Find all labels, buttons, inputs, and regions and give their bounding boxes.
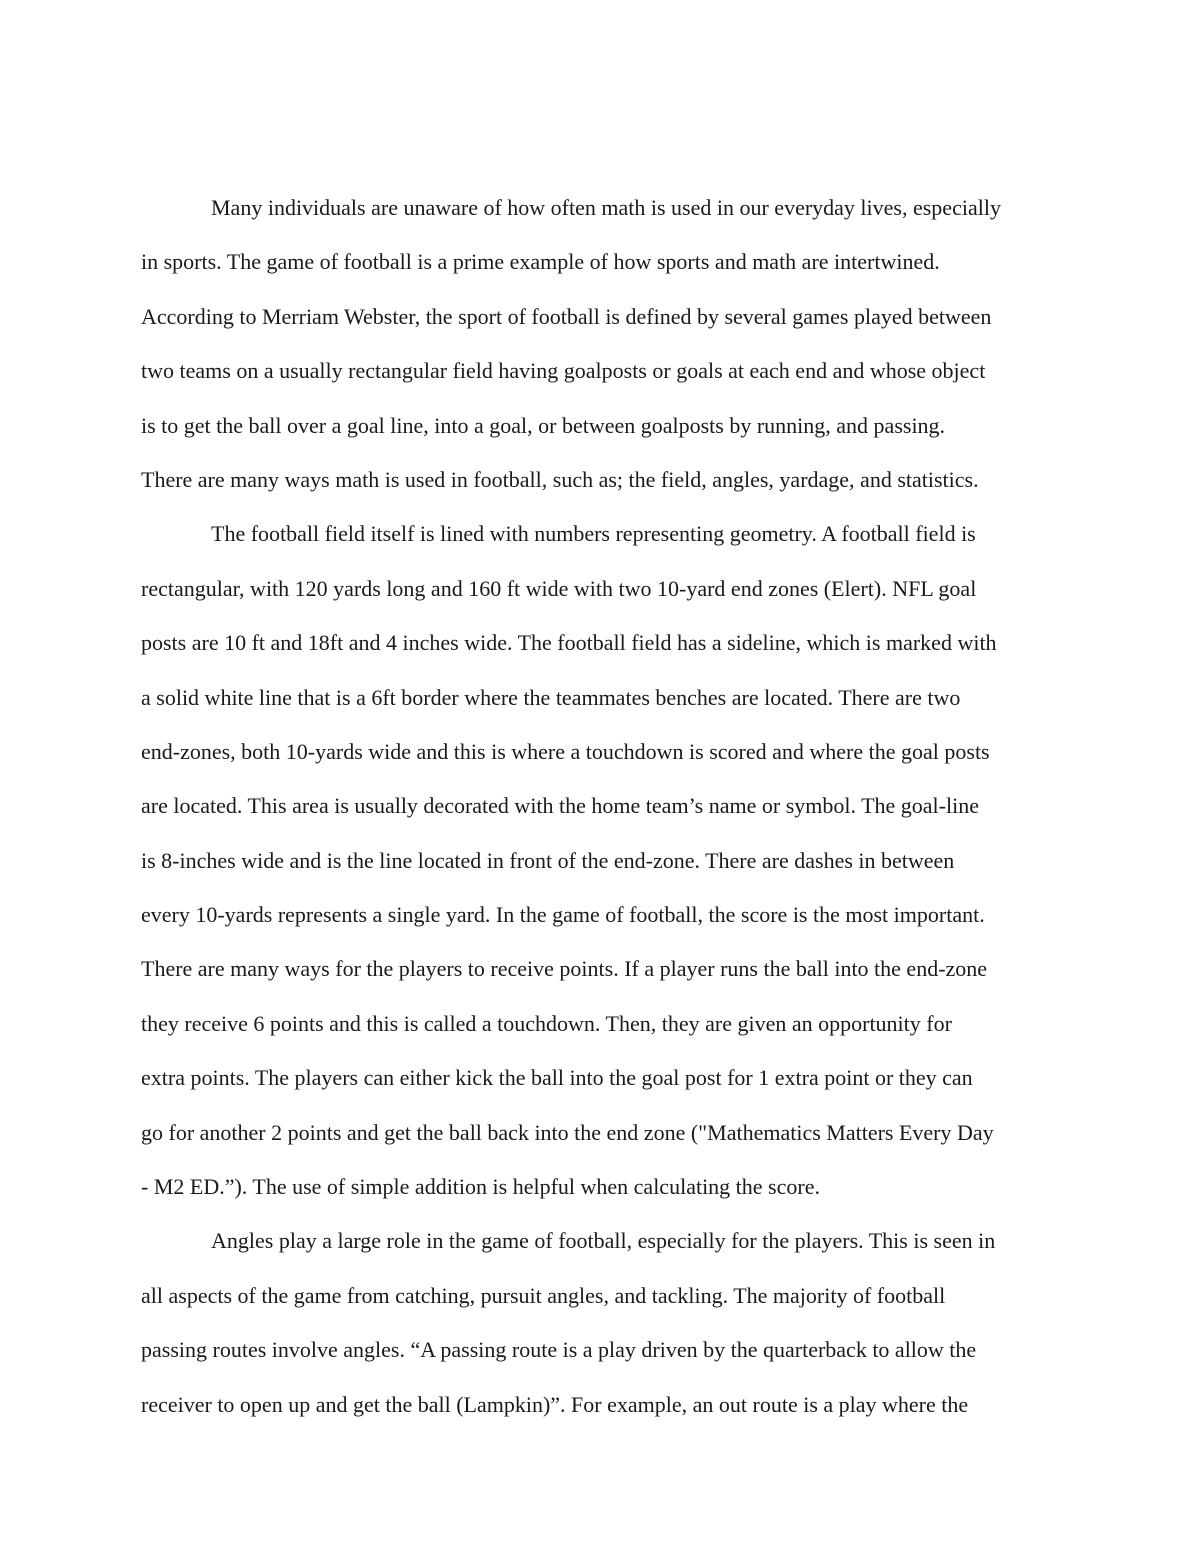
paragraph-2-line-10: they receive 6 points and this is called a touchdown. Then, they are given an opportunity for bbox=[141, 1010, 952, 1036]
paragraph-1-line-5: is to get the ball over a goal line, into a goal, or between goalposts by running, and passing. bbox=[141, 412, 946, 438]
paragraph-1-line-3: According to Merriam Webster, the sport of football is defined by several games played between bbox=[141, 303, 992, 329]
paragraph-2-line-3: posts are 10 ft and 18ft and 4 inches wide. The football field has a sideline, which is marked with bbox=[141, 630, 997, 656]
paragraph-2-line-9: There are many ways for the players to receive points. If a player runs the ball into the end-zone bbox=[141, 956, 988, 982]
paragraph-2-line-11: extra points. The players can either kick the ball into the goal post for 1 extra point or they can bbox=[141, 1065, 973, 1091]
paragraph-1-line-4: two teams on a usually rectangular field having goalposts or goals at each end and whose object bbox=[141, 358, 986, 384]
document-body bbox=[141, 181, 1066, 1432]
paragraph-2-line-2: rectangular, with 120 yards long and 160 ft wide with two 10-yard end zones (Elert). NFL goal bbox=[141, 575, 977, 601]
paragraph-2-line-13: - M2 ED.”). The use of simple addition is helpful when calculating the score. bbox=[141, 1174, 820, 1200]
paragraph-3-line-2: all aspects of the game from catching, pursuit angles, and tackling. The majority of football bbox=[141, 1282, 946, 1308]
paragraph-2-line-8: every 10-yards represents a single yard. In the game of football, the score is the most important. bbox=[141, 902, 985, 928]
paragraph-2-line-7: is 8-inches wide and is the line located in front of the end-zone. There are dashes in between bbox=[141, 847, 955, 873]
paragraph-2-line-5: end-zones, both 10-yards wide and this is where a touchdown is scored and where the goal posts bbox=[141, 738, 990, 764]
paragraph-2-line-1: The football field itself is lined with numbers representing geometry. A football field is bbox=[211, 521, 976, 547]
paragraph-3-line-4: receiver to open up and get the ball (Lampkin)”. For example, an out route is a play where the bbox=[141, 1391, 969, 1417]
paragraph-3-line-1: Angles play a large role in the game of football, especially for the players. This is seen in bbox=[211, 1228, 996, 1254]
paragraph-1-line-6: There are many ways math is used in football, such as; the field, angles, yardage, and statistics. bbox=[141, 466, 979, 492]
paragraph-2-line-12: go for another 2 points and get the ball back into the end zone ("Mathematics Matters Every Day bbox=[141, 1119, 994, 1145]
paragraph-1-line-2: in sports. The game of football is a prime example of how sports and math are intertwined. bbox=[141, 249, 940, 275]
paragraph-2-line-6: are located. This area is usually decorated with the home team’s name or symbol. The goal-line bbox=[141, 793, 979, 819]
paragraph-3-line-3: passing routes involve angles. “A passing route is a play driven by the quarterback to allow the bbox=[141, 1337, 977, 1363]
paragraph-2-line-4: a solid white line that is a 6ft border where the teammates benches are located. There are two bbox=[141, 684, 961, 710]
paragraph-1-line-1: Many individuals are unaware of how often math is used in our everyday lives, especially bbox=[211, 195, 1001, 220]
